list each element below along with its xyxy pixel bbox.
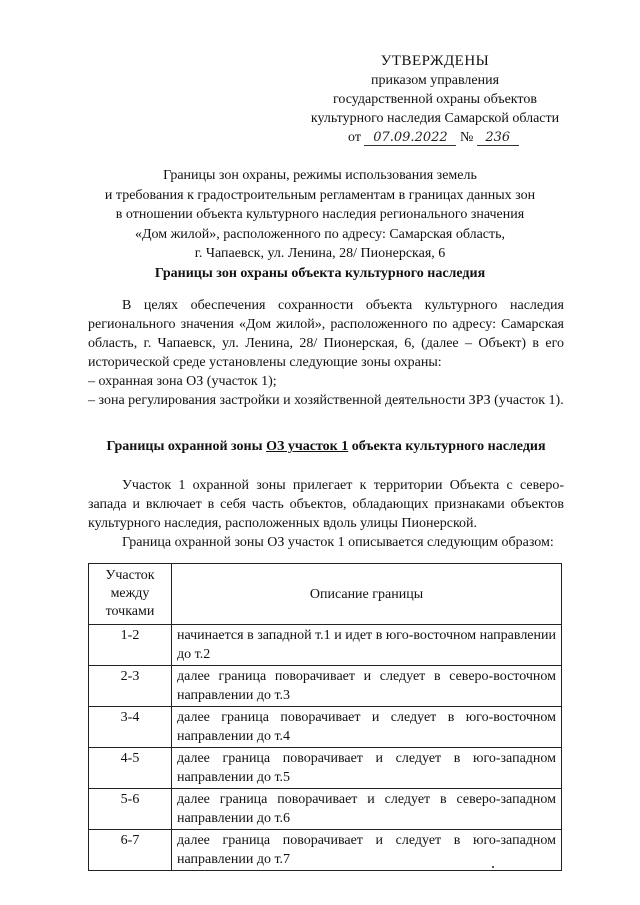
points-cell: 5-6 <box>89 789 172 830</box>
header-description: Описание границы <box>172 564 562 625</box>
scan-speck <box>492 866 494 868</box>
section2-heading-before: Границы охранной зоны <box>106 439 267 454</box>
approval-heading: УТВЕРЖДЕНЫ <box>380 53 490 69</box>
document-title <box>60 166 580 264</box>
approval-line-2: государственной охраны объектов <box>333 92 537 107</box>
table-row <box>89 789 562 830</box>
section2-para-2: Граница охранной зоны ОЗ участок 1 описывается следующим образом: <box>122 535 554 550</box>
description-cell: далее граница поворачивает и следует в северо-западном направлении до т.6 <box>172 789 562 830</box>
table-header-row <box>89 564 562 625</box>
section2-para-1: Участок 1 охранной зоны прилегает к территории Объекта с северо-запада и включает в себя часть объектов, обладающих признаками объектов культурного наследия, расположенных вдоль улицы Пионерской. <box>88 478 564 531</box>
table-row <box>89 666 562 707</box>
title-line-1: Границы зон охраны, режимы использования земель <box>163 168 477 183</box>
title-line-4: «Дом жилой», расположенного по адресу: Самарская область, <box>134 226 506 242</box>
table-row <box>89 748 562 789</box>
points-cell: 6-7 <box>89 830 172 871</box>
approval-line-3: культурного наследия Самарской области <box>310 111 560 126</box>
table-row <box>89 830 562 871</box>
description-cell: далее граница поворачивает и следует в юго-западном направлении до т.5 <box>172 748 562 789</box>
points-cell: 4-5 <box>89 748 172 789</box>
section1-body <box>88 296 564 410</box>
boundary-table <box>88 563 562 871</box>
date-prefix: от <box>348 130 361 145</box>
description-cell: начинается в западной т.1 и идет в юго-восточном направлении до т.2 <box>172 625 562 666</box>
table-row <box>89 625 562 666</box>
section2-heading-underlined: ОЗ участок 1 <box>266 439 349 454</box>
section1-intro: В целях обеспечения сохранности объекта культурного наследия регионального значения «Дом жилой», расположенного по адресу: Самарская область, г. Чапаевск, ул. Ленина, 28/ Пионерская, 6, (далее – Объект) в его исторической среде установлены следующие зоны охраны: <box>88 298 564 370</box>
approval-line-1: приказом управления <box>370 73 500 88</box>
points-cell: 2-3 <box>89 666 172 707</box>
section2-heading <box>88 439 564 455</box>
description-cell: далее граница поворачивает и следует в юго-восточном направлении до т.4 <box>172 707 562 748</box>
handwritten-date: 07.09.2022 <box>364 130 456 146</box>
description-cell: далее граница поворачивает и следует в юго-западном направлении до т.7 <box>172 830 562 871</box>
zone-item-1: – охранная зона ОЗ (участок 1); <box>88 374 277 389</box>
section2-heading-after: объекта культурного наследия <box>348 439 546 454</box>
approval-date-line <box>300 128 570 147</box>
points-cell: 1-2 <box>89 625 172 666</box>
description-cell: далее граница поворачивает и следует в северо-восточном направлении до т.3 <box>172 666 562 707</box>
title-line-3: в отношении объекта культурного наследия регионального значения <box>115 207 525 222</box>
title-line-2: и требования к градостроительным регламентам в границах данных зон <box>104 187 536 203</box>
section1-heading: Границы зон охраны объекта культурного наследия <box>154 266 486 281</box>
handwritten-number: 236 <box>477 130 519 146</box>
table-row <box>89 707 562 748</box>
approval-block <box>300 52 570 147</box>
header-points: Участок между точками <box>89 564 172 625</box>
number-prefix: № <box>459 130 474 145</box>
zone-item-2: – зона регулирования застройки и хозяйственной деятельности ЗРЗ (участок 1). <box>88 393 564 408</box>
title-line-5: г. Чапаевск, ул. Ленина, 28/ Пионерская, 6 <box>194 246 446 261</box>
points-cell: 3-4 <box>89 707 172 748</box>
section2-body <box>88 476 564 552</box>
